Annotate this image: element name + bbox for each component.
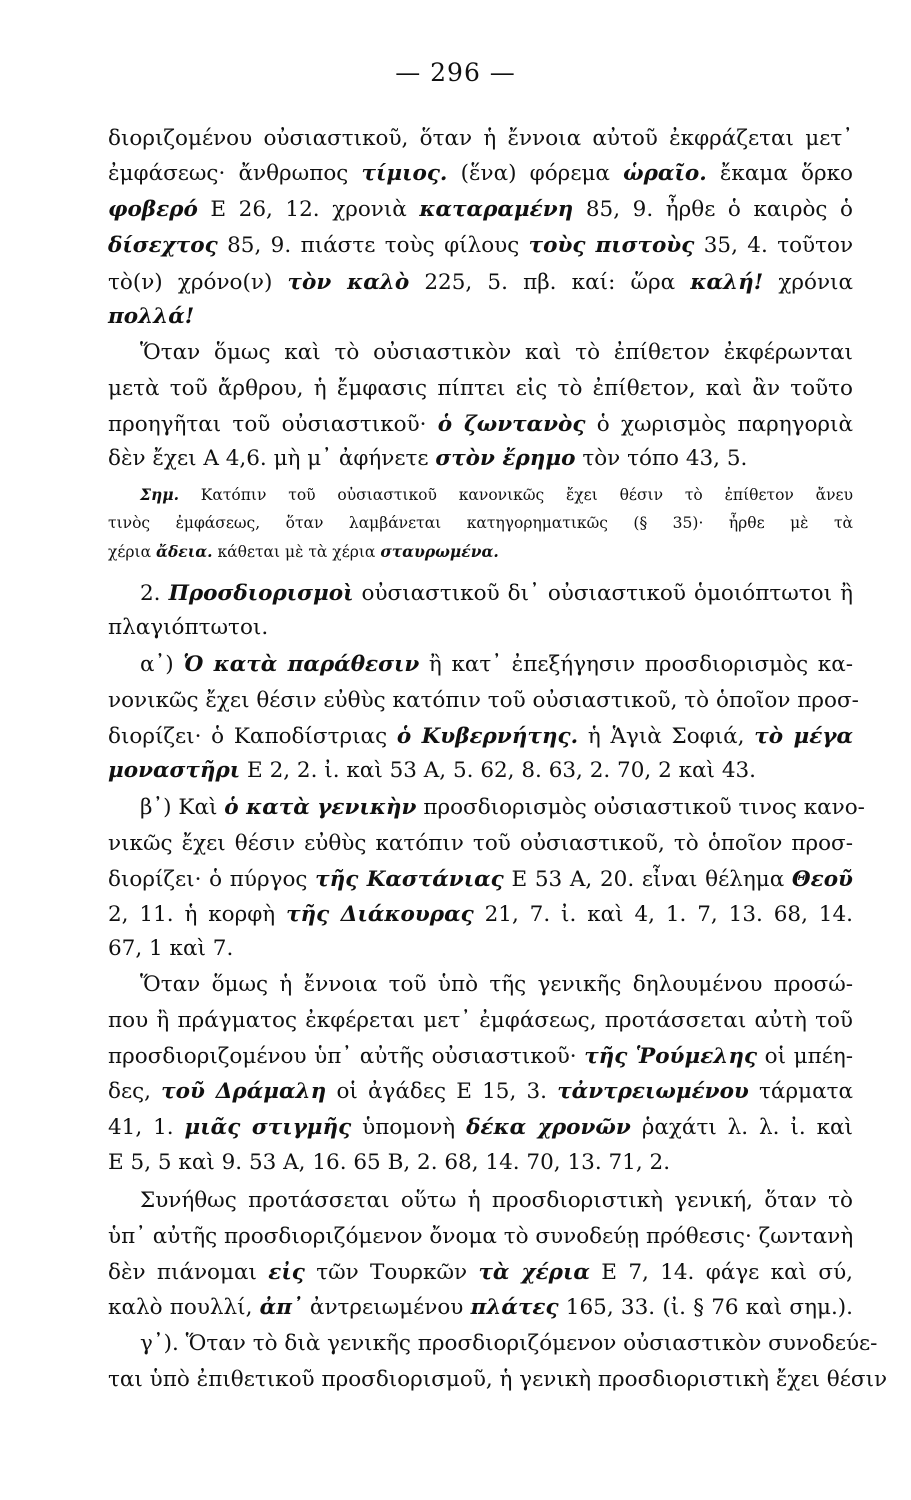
text-line: νονικῶς ἔχει θέσιν εὐθὺς κατόπιν τοῦ οὐσιαστικοῦ, τὸ ὁποῖον προσ- <box>108 688 859 713</box>
text-line: που ἢ πράγματος ἐκφέρεται μετ᾽ ἐμφάσεως, προτάσσεται αὐτὴ τοῦ <box>108 1008 853 1033</box>
text-line: δὲν ἔχει Α 4,6. μὴ μ᾽ ἀφήνετε στὸν ἔρημο τὸν τόπο 43, 5. <box>108 446 748 471</box>
emphasis-text: πλάτες <box>470 1295 559 1320</box>
text-line: διοριζομένου οὐσιαστικοῦ, ὅταν ἡ ἔννοια αὐτοῦ ἐκφράζεται μετ᾽ <box>108 126 853 151</box>
emphasis-text: Ὁ κατὰ παράθεσιν <box>183 652 420 677</box>
emphasis-text: τἀντρειωμένου <box>557 1079 749 1104</box>
text-line: 2, 11. ἡ κορφὴ τῆς Διάκουρας 21, 7. ἰ. καὶ 4, 1. 7, 13. 68, 14. <box>108 902 853 927</box>
emphasis-text: ἀπ᾽ <box>259 1295 303 1320</box>
text-line: μετὰ τοῦ ἄρθρου, ἡ ἔμφασις πίπτει εἰς τὸ ἐπίθετον, καὶ ἂν τοῦτο <box>108 376 853 401</box>
emphasis-text: ὡραῖο. <box>623 161 707 186</box>
emphasis-text: ὁ Κυβερνήτης. <box>396 724 579 749</box>
emphasis-text: τίμιος. <box>361 161 448 186</box>
text-line: 2. Προσδιορισμοὶ οὐσιαστικοῦ δι᾽ οὐσιαστικοῦ ὁμοιόπτωτοι ἢ <box>140 581 853 606</box>
text-line: ἐμφάσεως· ἄνθρωπος τίμιος. (ἕνα) φόρεμα ὡραῖο. ἔκαμα ὅρκο <box>108 161 853 186</box>
text-line: νικῶς ἔχει θέσιν εὐθὺς κατόπιν τοῦ οὐσιαστικοῦ, τὸ ὁποῖον προσ- <box>108 831 853 856</box>
text-line: ὑπ᾽ αὐτῆς προσδιοριζόμενον ὄνομα τὸ συνοδεύῃ πρόθεσις· ζωντανὴ <box>108 1224 854 1249</box>
emphasis-text: Προσδιορισμοὶ <box>168 581 354 606</box>
emphasis-text: καταραμένη <box>419 197 574 222</box>
emphasis-text: τῆς Ῥούμελης <box>584 1044 758 1069</box>
note-line: χέρια ἄδεια. κάθεται μὲ τὰ χέρια σταυρωμένα. <box>108 542 499 561</box>
note-line: Σημ. Κατόπιν τοῦ οὐσιαστικοῦ κανονικῶς ἔχει θέσιν τὸ ἐπίθετον ἄνευ <box>140 485 853 504</box>
emphasis-text: σταυρωμένα. <box>380 542 499 561</box>
text-line: διορίζει· ὁ Καποδίστριας ὁ Κυβερνήτης. ἡ Ἁγιὰ Σοφιά, τὸ μέγα <box>108 724 853 749</box>
text-line: μοναστῆρι Ε 2, 2. ἰ. καὶ 53 Α, 5. 62, 8. 63, 2. 70, 2 καὶ 43. <box>108 758 757 783</box>
text-line: πλαγιόπτωτοι. <box>108 615 269 640</box>
emphasis-text: μιᾶς στιγμῆς <box>184 1115 352 1140</box>
text-line: διορίζει· ὁ πύργος τῆς Καστάνιας Ε 53 Α, 20. εἶναι θέλημα Θεοῦ <box>108 867 853 892</box>
emphasis-text: στὸν ἔρημο <box>435 446 576 471</box>
emphasis-text: μοναστῆρι <box>108 758 241 783</box>
text-line: προηγῆται τοῦ οὐσιαστικοῦ· ὁ ζωντανὸς ὁ χωρισμὸς παρηγοριὰ <box>108 412 854 437</box>
emphasis-text: ἄδεια. <box>156 542 213 561</box>
text-line: γ᾽). Ὅταν τὸ διὰ γενικῆς προσδιοριζόμενον οὐσιαστικὸν συνοδεύε- <box>140 1331 878 1356</box>
text-line: καλὸ πουλλί, ἀπ᾽ ἀντρειωμένου πλάτες 165, 33. (ἰ. § 76 καὶ σημ.). <box>108 1295 853 1320</box>
text-line: τὸ(ν) χρόνο(ν) τὸν καλὸ 225, 5. πβ. καί: ὥρα καλή! χρόνια <box>108 270 854 295</box>
emphasis-text: Θεοῦ <box>791 867 853 892</box>
text-line: β᾽) Καὶ ὁ κατὰ γενικὴν προσδιορισμὸς οὐσιαστικοῦ τινος κανο- <box>140 795 865 820</box>
text-line: α᾽) Ὁ κατὰ παράθεσιν ἢ κατ᾽ ἐπεξήγησιν προσδιορισμὸς κα- <box>140 652 853 677</box>
text-line <box>108 306 853 328</box>
emphasis-text: τῆς Καστάνιας <box>315 867 504 892</box>
emphasis-text: δίσεχτος <box>108 233 218 258</box>
text-line: ται ὑπὸ ἐπιθετικοῦ προσδιορισμοῦ, ἡ γενικὴ προσδιοριστικὴ ἔχει θέσιν <box>108 1367 888 1392</box>
emphasis-text: τοῦ Δράμαλη <box>161 1079 327 1104</box>
page-number: — 296 — <box>395 58 516 87</box>
text-line: Ὅταν ὅμως ἡ ἔννοια τοῦ ὑπὸ τῆς γενικῆς δηλουμένου προσώ- <box>140 972 853 997</box>
emphasis-text: τὰ χέρια <box>478 1260 590 1285</box>
text-line: Συνήθως προτάσσεται οὕτω ἡ προσδιοριστικὴ γενική, ὅταν τὸ <box>140 1188 853 1213</box>
emphasis-text: πολλά! <box>108 304 195 329</box>
emphasis-text: τὸν καλὸ <box>287 270 410 295</box>
emphasis-text: τὸ μέγα <box>754 724 853 749</box>
text-line: 67, 1 καὶ 7. <box>108 936 234 961</box>
emphasis-text: καλή! <box>690 270 764 295</box>
text-line: 41, 1. μιᾶς στιγμῆς ὑπομονὴ δέκα χρονῶν ῥαχάτι λ. λ. ἰ. καὶ <box>108 1115 853 1140</box>
text-line: προσδιοριζομένου ὑπ᾽ αὐτῆς οὐσιαστικοῦ· τῆς Ῥούμελης οἱ μπέη- <box>108 1044 853 1069</box>
text-line: Ὅταν ὅμως καὶ τὸ οὐσιαστικὸν καὶ τὸ ἐπίθετον ἐκφέρωνται <box>140 340 853 365</box>
text-line: Ε 5, 5 καὶ 9. 53 Α, 16. 65 Β, 2. 68, 14. 70, 13. 71, 2. <box>108 1150 671 1175</box>
emphasis-text: ὁ κατὰ γενικὴν <box>224 795 417 820</box>
emphasis-text: τῆς Διάκουρας <box>286 902 474 927</box>
text-line: δὲν πιάνομαι εἰς τῶν Τουρκῶν τὰ χέρια Ε 7, 14. φάγε καὶ σύ, <box>108 1260 853 1285</box>
emphasis-text: δέκα χρονῶν <box>466 1115 631 1140</box>
text-line: δίσεχτος 85, 9. πιάστε τοὺς φίλους τοὺς πιστοὺς 35, 4. τοῦτον <box>108 233 854 258</box>
text-line: δες, τοῦ Δράμαλη οἱ ἀγάδες Ε 15, 3. τἀντρειωμένου τάρματα <box>108 1079 853 1104</box>
emphasis-text: εἰς <box>268 1260 305 1285</box>
emphasis-text: Σημ. <box>140 485 179 504</box>
emphasis-text: φοβερό <box>108 197 198 222</box>
emphasis-text: τοὺς πιστοὺς <box>528 233 695 258</box>
text-line: φοβερό Ε 26, 12. χρονιὰ καταραμένη 85, 9. ἦρθε ὁ καιρὸς ὁ <box>108 197 853 222</box>
note-line: τινὸς ἐμφάσεως, ὅταν λαμβάνεται κατηγορηματικῶς (§ 35)· ἦρθε μὲ τὰ <box>108 514 853 532</box>
emphasis-text: ὁ ζωντανὸς <box>437 412 586 437</box>
